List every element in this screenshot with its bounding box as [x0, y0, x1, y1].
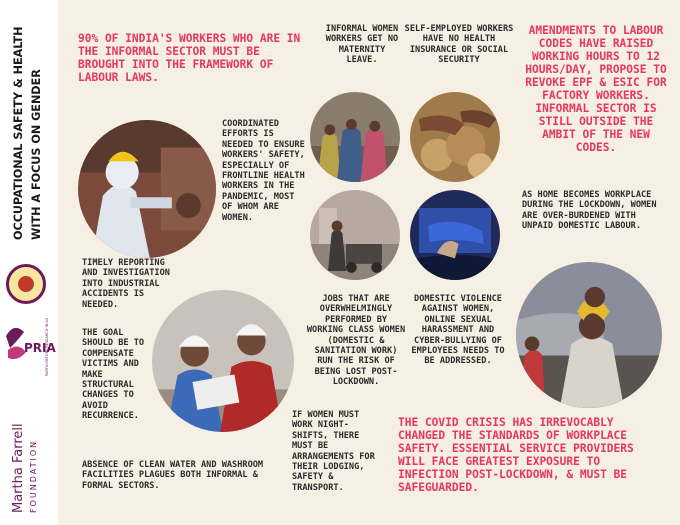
foundation-word: FOUNDATION	[29, 439, 38, 513]
jobs-at-risk-text: JOBS THAT ARE OVERWHELMINGLY PERFORMED BY WORKING CLASS WOMEN (DOMESTIC & SANITATION WORK) RUN THE RISK OF BEING LOST POST-LOCKDOWN.	[306, 294, 406, 388]
migrant-family-photo	[516, 262, 662, 408]
maternity-leave-text: INFORMAL WOMEN WORKERS GET NO MATERNITY LEAVE.	[325, 24, 399, 66]
health-worker-photo	[78, 120, 216, 258]
emblem-logo-icon	[6, 264, 46, 304]
pria-wordmark: PRIA	[24, 341, 56, 355]
pria-subtext: PARTICIPATORY RESEARCH IN ASIA	[45, 318, 49, 376]
street-vendor-photo	[310, 190, 400, 280]
domestic-violence-text: DOMESTIC VIOLENCE AGAINST WOMEN, ONLINE SEXUAL HARASSMENT AND CYBER-BULLYING OF EMPLOYEES NEEDS TO BE ADDRESSED.	[411, 294, 505, 367]
sidebar	[0, 0, 58, 525]
pria-logo	[4, 318, 56, 378]
informal-sector-text: 90% OF INDIA'S WORKERS WHO ARE IN THE INFORMAL SECTOR MUST BE BROUGHT INTO THE FRAMEWORK OF LABOUR LAWS.	[78, 32, 301, 84]
compensate-victims-text: THE GOAL SHOULD BE TO COMPENSATE VICTIMS AND MAKE STRUCTURAL CHANGES TO AVOID RECURRENCE.	[82, 328, 145, 422]
coordinated-efforts-text: COORDINATED EFFORTS IS NEEDED TO ENSURE WORKERS' SAFETY, ESPECIALLY OF FRONTLINE HEALTH WORKERS IN THE PANDEMIC, MOST OF WHOM ARE WOMEN.	[222, 119, 305, 223]
timely-reporting-text: TIMELY REPORTING AND INVESTIGATION INTO INDUSTRIAL ACCIDENTS IS NEEDED.	[82, 258, 170, 310]
construction-workers-photo	[152, 290, 294, 432]
self-employed-text: SELF-EMPLOYED WORKERS HAVE NO HEALTH INSURANCE OR SOCIAL SECURITY	[404, 24, 514, 66]
title-line-1: OCCUPATIONAL SAFETY & HEALTH	[12, 26, 25, 240]
foundation-name: Martha Farrell	[11, 423, 26, 513]
laptop-hands-photo	[410, 190, 500, 280]
home-workplace-text: AS HOME BECOMES WORKPLACE DURING THE LOCKDOWN, WOMEN ARE OVER-BURDENED WITH UNPAID DOMESTIC LABOUR.	[522, 190, 657, 232]
covid-crisis-text: THE COVID CRISIS HAS IRREVOCABLY CHANGED THE STANDARDS OF WORKPLACE SAFETY. ESSENTIAL SERVICE PROVIDERS WILL FACE GREATEST EXPOSURE TO INFECTION POST-LOCKDOWN, & MUST BE SAFEGUARDED.	[398, 416, 634, 494]
women-workers-photo	[310, 92, 400, 182]
amendments-text: AMENDMENTS TO LABOUR CODES HAVE RAISED WORKING HOURS TO 12 HOURS/DAY, PROPOSE TO REVOKE EPF & ESIC FOR FACTORY WORKERS. INFORMAL SECTOR IS STILL OUTSIDE THE AMBIT OF THE NEW CODES.	[525, 24, 667, 154]
grains-hands-photo	[410, 92, 500, 182]
martha-farrell-logo	[2, 385, 54, 521]
night-shifts-text: IF WOMEN MUST WORK NIGHT-SHIFTS, THERE MUST BE ARRANGEMENTS FOR THEIR LODGING, SAFETY & TRANSPORT.	[292, 410, 375, 493]
clean-water-text: ABSENCE OF CLEAN WATER AND WASHROOM FACILITIES PLAGUES BOTH INFORMAL & FORMAL SECTORS.	[82, 460, 264, 491]
vertical-title	[2, 4, 54, 244]
title-line-2: WITH A FOCUS ON GENDER	[30, 69, 43, 240]
